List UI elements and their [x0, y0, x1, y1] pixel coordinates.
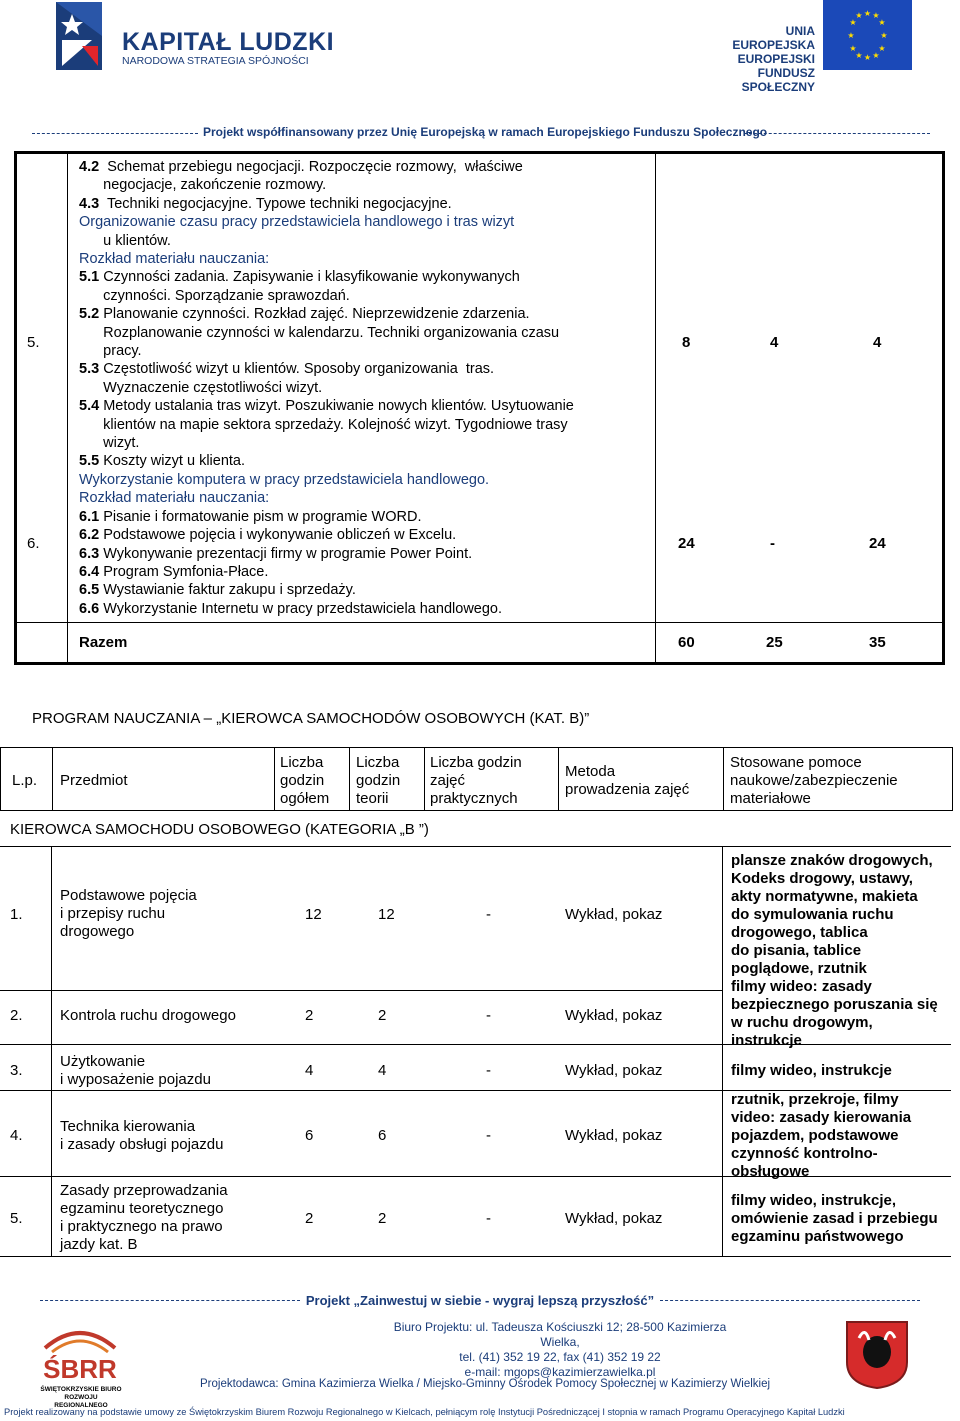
row-method: Wykład, pokaz	[565, 906, 663, 923]
row-theory: 4	[378, 1062, 387, 1079]
row-5-line: 5.4 Metody ustalania tras wizyt. Poszukiwanie nowych klientów. Usytuowanie	[79, 398, 574, 415]
row-practice: -	[486, 1062, 491, 1079]
row-5-line: 5.2 Planowanie czynności. Rozkład zajęć. Nieprzewidzenie zdarzenia.	[79, 306, 530, 323]
row-theory: 6	[378, 1127, 387, 1144]
row-practice: -	[486, 1210, 491, 1227]
row-lp: 1.	[10, 906, 23, 923]
row-6-line: Wykorzystanie komputera w pracy przedstawiciela handlowego.	[79, 472, 490, 488]
row-subject: Technika kierowania i zasady obsługi pojazdu	[60, 1118, 224, 1153]
row-6-total: 24	[678, 535, 695, 552]
row-5-line: czynności. Sporządzanie sprawozdań.	[79, 287, 350, 304]
header-subject: Przedmiot	[60, 772, 128, 789]
header-lp: L.p.	[12, 772, 38, 789]
row-5-line: 5.5 Koszty wizyt u klienta.	[79, 453, 246, 470]
row-5-line: 4.3 Techniki negocjacyjne. Typowe techniki negocjacyjne.	[79, 195, 452, 212]
kapital-ludzki-logo-icon	[48, 0, 108, 72]
header-divider-left	[32, 133, 198, 134]
row-method: Wykład, pokaz	[565, 1062, 663, 1079]
footer-beneficiary: Projektodawca: Gmina Kazimierza Wielka / Miejsko-Gminny Ośrodek Pomocy Społecznej w Kazimierzy Wielkiej	[200, 1378, 771, 1390]
row-practice: -	[486, 1007, 491, 1024]
row-1-2-aids: plansze znaków drogowych, Kodeks drogowy, ustawy, akty normatywne, makieta do symulowania ruchu drogowego, tablica do pisania, tablice poglądowe, rzutnik filmy wideo: zasady bezpiecznego poruszania się w ruchu drogowym, instrukcje	[731, 852, 938, 1049]
row-subject: Zasady przeprowadzania egzaminu teoretycznego i praktycznego na prawo jazdy kat. B	[60, 1182, 228, 1253]
header-aids: Stosowane pomoce naukowe/zabezpieczenie materiałowe	[730, 754, 898, 807]
svg-text:★: ★	[855, 11, 863, 20]
eu-logo-line1: UNIA EUROPEJSKA	[732, 24, 815, 52]
row-practice: -	[486, 1127, 491, 1144]
row-5-practice: 4	[873, 334, 882, 351]
footer-fine-print: Projekt realizowany na podstawie umowy ze Świętokrzyskim Biurem Rozwoju Regionalnego w Kielcach, pełniącym rolę Instytucji Pośredniczącej I stopnia w ramach Programu Operacyjnego Kapitał Ludzki	[4, 1407, 845, 1417]
row-method: Wykład, pokaz	[565, 1007, 663, 1024]
svg-text:★: ★	[863, 9, 872, 18]
row-6-line: 6.5 Wystawianie faktur zakupu i sprzedaży.	[79, 582, 356, 599]
svg-text:★: ★	[863, 53, 872, 62]
row-total: 12	[305, 906, 322, 923]
row-5-line: 5.3 Częstotliwość wizyt u klientów. Sposoby organizowania tras.	[79, 361, 495, 378]
header-divider-right	[744, 133, 930, 134]
row-lp: 5.	[10, 1210, 23, 1227]
row-5-lp: 5.	[27, 334, 40, 351]
sum-practice: 35	[869, 634, 886, 651]
row-total: 6	[305, 1127, 314, 1144]
row-aids: filmy wideo, instrukcje, omówienie zasad i przebiegu egzaminu państwowego	[731, 1192, 938, 1245]
svg-text:★: ★	[878, 44, 886, 53]
sbrr-caption: ŚWIĘTOKRZYSKIE BIURO ROZWOJU REGIONALNEGO	[40, 1386, 122, 1409]
svg-text:★: ★	[849, 44, 857, 53]
svg-text:★: ★	[872, 11, 880, 20]
sum-label: Razem	[79, 634, 128, 651]
row-aids: filmy wideo, instrukcje	[731, 1062, 892, 1079]
row-theory: 12	[378, 906, 395, 923]
row-6-practice: 24	[869, 535, 886, 552]
row-subject: Podstawowe pojęcia i przepisy ruchu drogowego	[60, 887, 197, 940]
row-5-line: Rozkład materiału nauczania:	[79, 251, 270, 267]
row-5-total: 8	[682, 334, 691, 351]
section-title: KIEROWCA SAMOCHODU OSOBOWEGO (KATEGORIA „B ”)	[10, 821, 429, 838]
row-6-line: 6.1 Pisanie i formatowanie pism w programie WORD.	[79, 508, 422, 525]
row-lp: 2.	[10, 1007, 23, 1024]
row-aids: rzutnik, przekroje, filmy video: zasady kierowania pojazdem, podstawowe czynność kontrolno- obsługowe	[731, 1091, 912, 1180]
svg-text:★: ★	[847, 31, 855, 40]
svg-text:★: ★	[880, 31, 888, 40]
row-theory: 2	[378, 1007, 387, 1024]
row-5-line: 4.2 Schemat przebiegu negocjacji. Rozpoczęcie rozmowy, właściwe	[79, 159, 523, 175]
kapital-ludzki-subtitle: NARODOWA STRATEGIA SPÓJNOŚCI	[122, 55, 309, 67]
kapital-ludzki-title: KAPITAŁ LUDZKI	[122, 28, 335, 56]
row-lp: 4.	[10, 1127, 23, 1144]
header-caption: Projekt współfinansowany przez Unię Europejską w ramach Europejskiego Funduszu Społecznego	[203, 125, 768, 139]
footer-office-address: Biuro Projektu: ul. Tadeusza Kościuszki 12; 28-500 Kazimierza Wielka, tel. (41) 352 19 22, fax (41) 352 19 22 e-mail: mgops@kazimierzawielka.pl	[393, 1320, 727, 1379]
kazimierza-wielka-crest-icon	[843, 1318, 911, 1390]
row-5-line: Rozplanowanie czynności w kalendarzu. Techniki organizowania czasu	[79, 324, 560, 341]
row-theory: 2	[378, 1210, 387, 1227]
row-method: Wykład, pokaz	[565, 1127, 663, 1144]
row-practice: -	[486, 906, 491, 923]
row-5-line: 5.1 Czynności zadania. Zapisywanie i klasyfikowanie wykonywanych	[79, 269, 520, 286]
row-subject: Kontrola ruchu drogowego	[60, 1007, 236, 1024]
row-6-theory: -	[770, 535, 775, 552]
row-6-line: 6.2 Podstawowe pojęcia i wykonywanie obliczeń w Excelu.	[79, 527, 457, 544]
row-subject: Użytkowanie i wyposażenie pojazdu	[60, 1053, 211, 1088]
svg-text:★: ★	[849, 18, 857, 27]
row-5-line: negocjacje, zakończenie rozmowy.	[79, 177, 327, 194]
row-6-lp: 6.	[27, 535, 40, 552]
row-6-line: 6.3 Wykonywanie prezentacji firmy w programie Power Point.	[79, 545, 473, 562]
svg-text:★: ★	[878, 18, 886, 27]
row-5-theory: 4	[770, 334, 779, 351]
row-5-line: Wyznaczenie częstotliwości wizyt.	[79, 379, 323, 396]
header-total: Liczba godzin ogółem	[280, 754, 330, 807]
header-method: Metoda prowadzenia zajęć	[565, 763, 690, 798]
eu-logo-line3: FUNDUSZ SPOŁECZNY	[741, 66, 815, 94]
svg-text:★: ★	[855, 51, 863, 60]
row-method: Wykład, pokaz	[565, 1210, 663, 1227]
row-total: 2	[305, 1007, 314, 1024]
sbrr-logo-icon	[40, 1318, 120, 1388]
row-5-line: klientów na mapie sektora sprzedaży. Kolejność wizyt. Tygodniowe trasy	[79, 416, 568, 433]
row-5-line: pracy.	[79, 343, 142, 359]
row-total: 4	[305, 1062, 314, 1079]
row-5-line: wizyt.	[79, 435, 140, 451]
row-6-line: 6.4 Program Symfonia-Płace.	[79, 564, 269, 580]
eu-logo-text	[705, 24, 815, 94]
eu-logo-line2: EUROPEJSKI	[737, 52, 815, 66]
sum-theory: 25	[766, 634, 783, 651]
program-title: PROGRAM NAUCZANIA – „KIEROWCA SAMOCHODÓW OSOBOWYCH (KAT. B)”	[32, 710, 590, 727]
sum-total: 60	[678, 634, 695, 651]
row-total: 2	[305, 1210, 314, 1227]
row-5-line: u klientów.	[79, 232, 171, 249]
footer-project-name: Projekt „Zainwestuj w siebie - wygraj lepszą przyszłość”	[305, 1293, 655, 1308]
row-5-line: Organizowanie czasu pracy przedstawiciela handlowego i tras wizyt	[79, 214, 515, 231]
row-lp: 3.	[10, 1062, 23, 1079]
sbrr-logo-text: ŚBRR	[43, 1354, 117, 1384]
row-6-line: Rozkład materiału nauczania:	[79, 490, 270, 507]
eu-flag-icon	[823, 0, 912, 70]
header-practice: Liczba godzin zajęć praktycznych	[430, 754, 522, 807]
header-theory: Liczba godzin teorii	[356, 754, 401, 807]
footer-divider-right	[660, 1300, 920, 1301]
svg-text:★: ★	[872, 51, 880, 60]
row-6-line: 6.6 Wykorzystanie Internetu w pracy przedstawiciela handlowego.	[79, 600, 503, 617]
